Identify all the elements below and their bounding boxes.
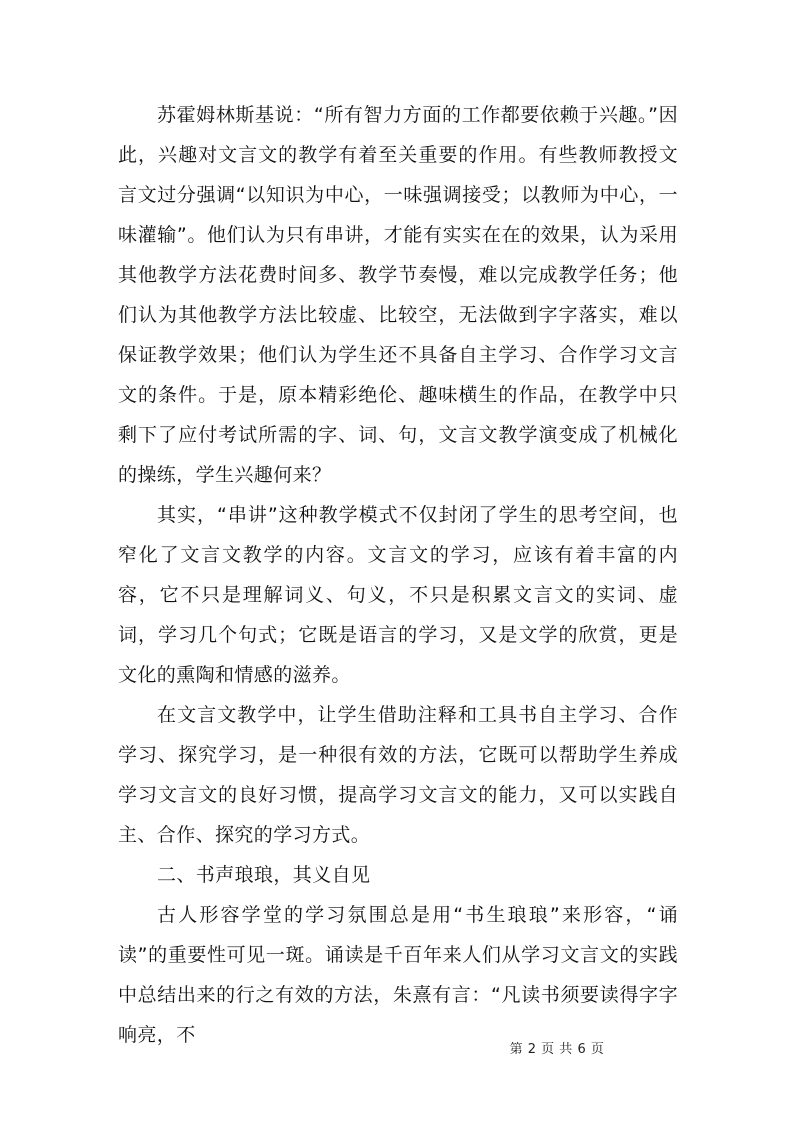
document-body [118, 95, 678, 1055]
paragraph-3: 在文言文教学中，让学生借助注释和工具书自主学习、合作学习、探究学习，是一种很有效的方法，它既可以帮助学生养成学习文言文的良好习惯，提高学习文言文的能力，又可以实践自主、合作、探究的学习方式。 [118, 704, 678, 846]
page-number-label: 第 2 页 共 6 页 [509, 1042, 605, 1057]
section-heading: 二、书声琅琅，其义自见 [157, 864, 371, 886]
paragraph-1: 苏霍姆林斯基说：“所有智力方面的工作都要依赖于兴趣。”因此，兴趣对文言文的教学有着至关重要的作用。有些教师教授文言文过分强调“以知识为中心，一味强调接受；以教师为中心，一味灌输”。他们认为只有串讲，才能有实实在在的效果，认为采用其他教学方法花费时间多、教学节奏慢，难以完成教学任务；他们认为其他教学方法比较虚、比较空，无法做到字字落实，难以保证教学效果；他们认为学生还不具备自主学习、合作学习文言文的条件。于是，原本精彩绝伦、趣味横生的作品，在教学中只剩下了应付考试所需的字、词、句，文言文教学演变成了机械化的操练，学生兴趣何来？ [118, 104, 678, 486]
paragraph-4: 古人形容学堂的学习氛围总是用“书生琅琅”来形容，“诵读”的重要性可见一斑。诵读是千百年来人们从学习文言文的实践中总结出来的行之有效的方法，朱熹有言：“凡读书须要读得字字响亮，不 [118, 904, 678, 1046]
page-footer [0, 1041, 794, 1059]
paragraph-2: 其实，“串讲”这种教学模式不仅封闭了学生的思考空间，也窄化了文言文教学的内容。文言文的学习，应该有着丰富的内容，它不只是理解词义、句义，不只是积累文言文的实词、虚词，学习几个句式；它既是语言的学习，又是文学的欣赏，更是文化的熏陶和情感的滋养。 [118, 504, 678, 686]
